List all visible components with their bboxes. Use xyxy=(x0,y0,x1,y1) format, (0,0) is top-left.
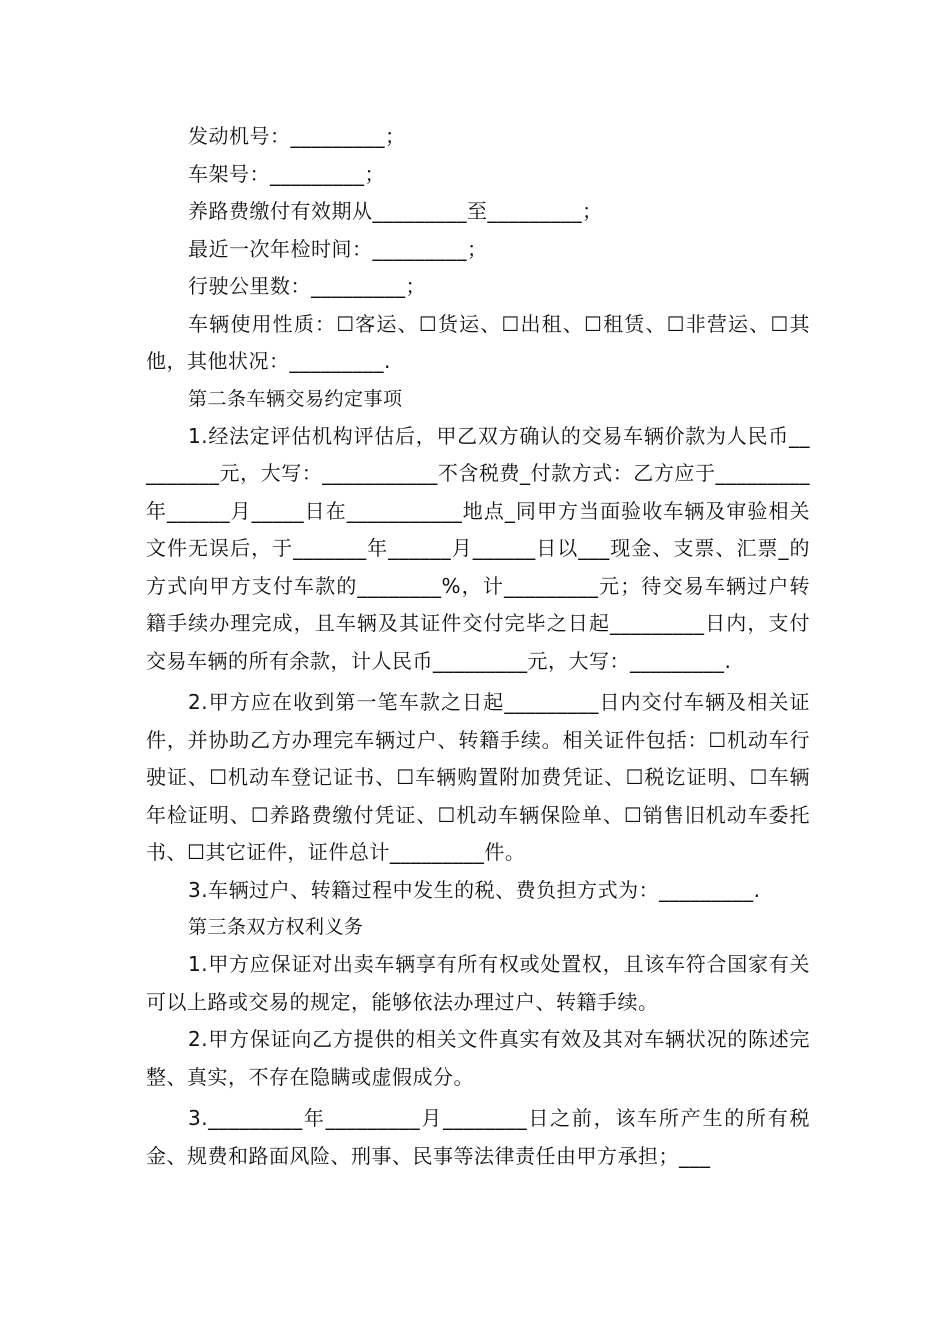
clause-3-2-document-authenticity: 2.甲方保证向乙方提供的相关文件真实有效及其对车辆状况的陈述完整、真实，不存在隐瞒或虚假成分。 xyxy=(146,1027,810,1089)
clause-2-3-tax-fees: 3.车辆过户、转籍过程中发生的税、费负担方式为：_________. xyxy=(188,877,761,902)
clause-3-3-liability: 3._________年_________月________日之前，该车所产生的所有税金、规费和路面风险、刑事、民事等法律责任由甲方承担；___ xyxy=(146,1106,810,1168)
vehicle-use-nature-paragraph: 车辆使用性质：☐客运、☐货运、☐出租、☐租赁、☐非营运、☐其他，其他状况：_________. xyxy=(146,311,810,373)
section-heading-article-2: 第二条车辆交易约定事项 xyxy=(188,387,403,410)
section-heading-article-3: 第三条双方权利义务 xyxy=(188,916,364,938)
mileage-line: 行驶公里数：_________； xyxy=(188,274,426,298)
last-inspection-line: 最近一次年检时间：_________； xyxy=(188,236,488,261)
vin-line: 车架号：_________； xyxy=(188,161,385,186)
clause-2-2-delivery-documents: 2.甲方应在收到第一笔车款之日起_________日内交付车辆及相关证件，并协助乙方办理完车辆过户、转籍手续。相关证件包括：☐机动车行驶证、☐机动车登记证书、☐车辆购置附加费凭证、☐税讫证明、☐车辆年检证明、☐养路费缴付凭证、☐机动车辆保险单、☐销售旧机动车委托书、☐其它证件，证件总计_________件。 xyxy=(146,690,810,864)
document-body xyxy=(146,118,810,1175)
clause-2-1-price-payment: 1.经法定评估机构评估后，甲乙双方确认的交易车辆价款为人民币_________元，大写：___________不含税费_付款方式：乙方应于_________年______月_____日在___________地点_同甲方当面验收车辆及审验相关文件无误后，于_______年______月______日以___现金、支票、汇票_的方式向甲方支付车款的________%，计_________元；待交易车辆过户转籍手续办理完成，且车辆及其证件交付完毕之日起_________日内，支付交易车辆的所有余款，计人民币_________元，大写：_________. xyxy=(146,423,810,673)
road-fee-period-line: 养路费缴付有效期从_________至_________； xyxy=(188,199,603,223)
clause-3-1-ownership: 1.甲方应保证对出卖车辆享有所有权或处置权，且该车符合国家有关可以上路或交易的规定，能够依法办理过户、转籍手续。 xyxy=(146,952,810,1014)
engine-number-line: 发动机号：_________； xyxy=(188,124,406,148)
